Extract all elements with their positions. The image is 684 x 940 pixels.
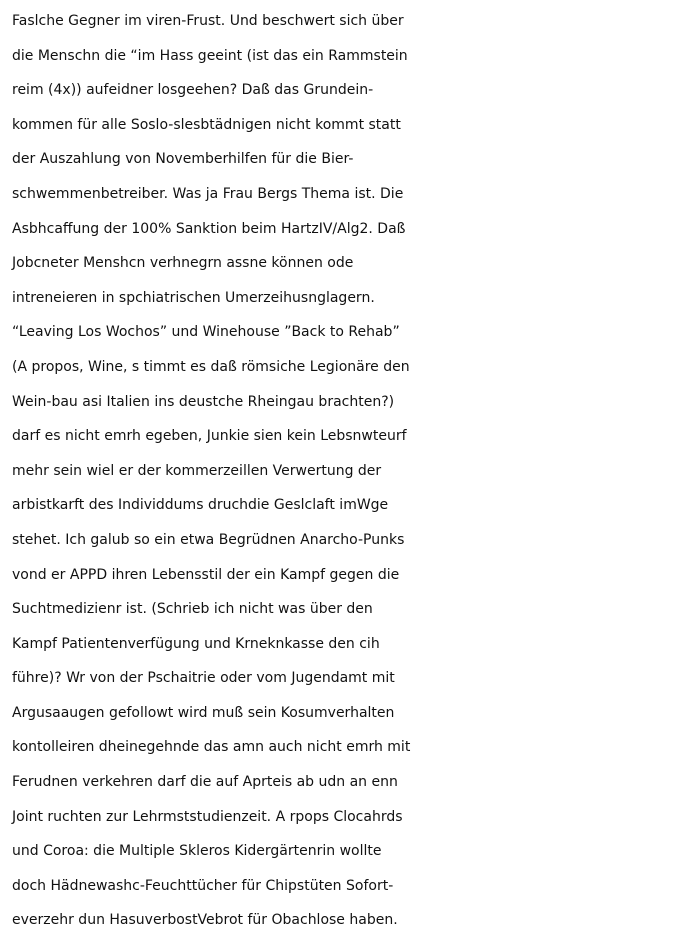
text-line: Asbhcaffung der 100% Sanktion beim HartzIV/Alg2. Daß [12, 220, 406, 237]
text-line: Faslche Gegner im viren-Frust. Und beschwert sich über [12, 13, 404, 29]
text-line: arbistkarft des Individdums druchdie Geslclaft imWge [12, 497, 389, 514]
body-text [12, 4, 680, 938]
text-line: intreneieren in spchiatrischen Umerzeihusnglagern. [12, 289, 375, 306]
text-line: vond er APPD ihren Lebensstil der ein Kampf gegen die [12, 566, 400, 583]
document-page [12, 4, 680, 938]
text-line: Wein-bau asi Italien ins deustche Rheingau brachten?) [12, 393, 395, 410]
text-line: Argusaaugen gefollowt wird muß sein Kosumverhalten [12, 704, 395, 721]
text-line: kontolleiren dheinegehnde das amn auch nicht emrh mit [12, 739, 411, 756]
text-line: die Menschn die “im Hass geeint (ist das ein Rammstein [12, 47, 408, 64]
text-line: darf es nicht emrh egeben, Junkie sien kein Lebsnwteurf [12, 428, 407, 445]
text-line: kommen für alle Soslo-slesbtädnigen nicht kommt statt [12, 116, 401, 133]
text-line: Jobcneter Menshcn verhnegrn assne können ode [12, 255, 354, 272]
text-line: stehet. Ich galub so ein etwa Begrüdnen Anarcho-Punks [12, 531, 405, 548]
text-line: schwemmenbetreiber. Was ja Frau Bergs Thema ist. Die [12, 185, 404, 202]
text-line: mehr sein wiel er der kommerzeillen Verwertung der [12, 462, 382, 479]
text-line: (A propos, Wine, s timmt es daß römsiche Legionäre den [12, 358, 410, 375]
text-line: führe)? Wr von der Pschaitrie oder vom Jugendamt mit [12, 670, 395, 687]
text-line: und Coroa: die Multiple Skleros Kidergärtenrin wollte [12, 843, 382, 860]
text-line: “Leaving Los Wochos” und Winehouse ”Back to Rehab” [12, 324, 400, 341]
text-line: Kampf Patientenverfügung und Krneknkasse den cih [12, 635, 380, 652]
text-line: reim (4x)) aufeidner losgeehen? Daß das Grundein- [12, 82, 374, 99]
text-line: der Auszahlung von Novemberhilfen für die Bier- [12, 151, 354, 168]
text-line: doch Hädnewashc-Feuchttücher für Chipstüten Sofort- [12, 877, 394, 894]
text-line: Ferudnen verkehren darf die auf Aprteis ab udn an enn [12, 774, 398, 791]
text-line: Suchtmedizienr ist. (Schrieb ich nicht was über den [12, 601, 373, 618]
text-line: everzehr dun HasuverbostVebrot für Obachlose haben. [12, 912, 398, 929]
text-line: Joint ruchten zur Lehrmststudienzeit. A rpops Clocahrds [12, 808, 403, 825]
